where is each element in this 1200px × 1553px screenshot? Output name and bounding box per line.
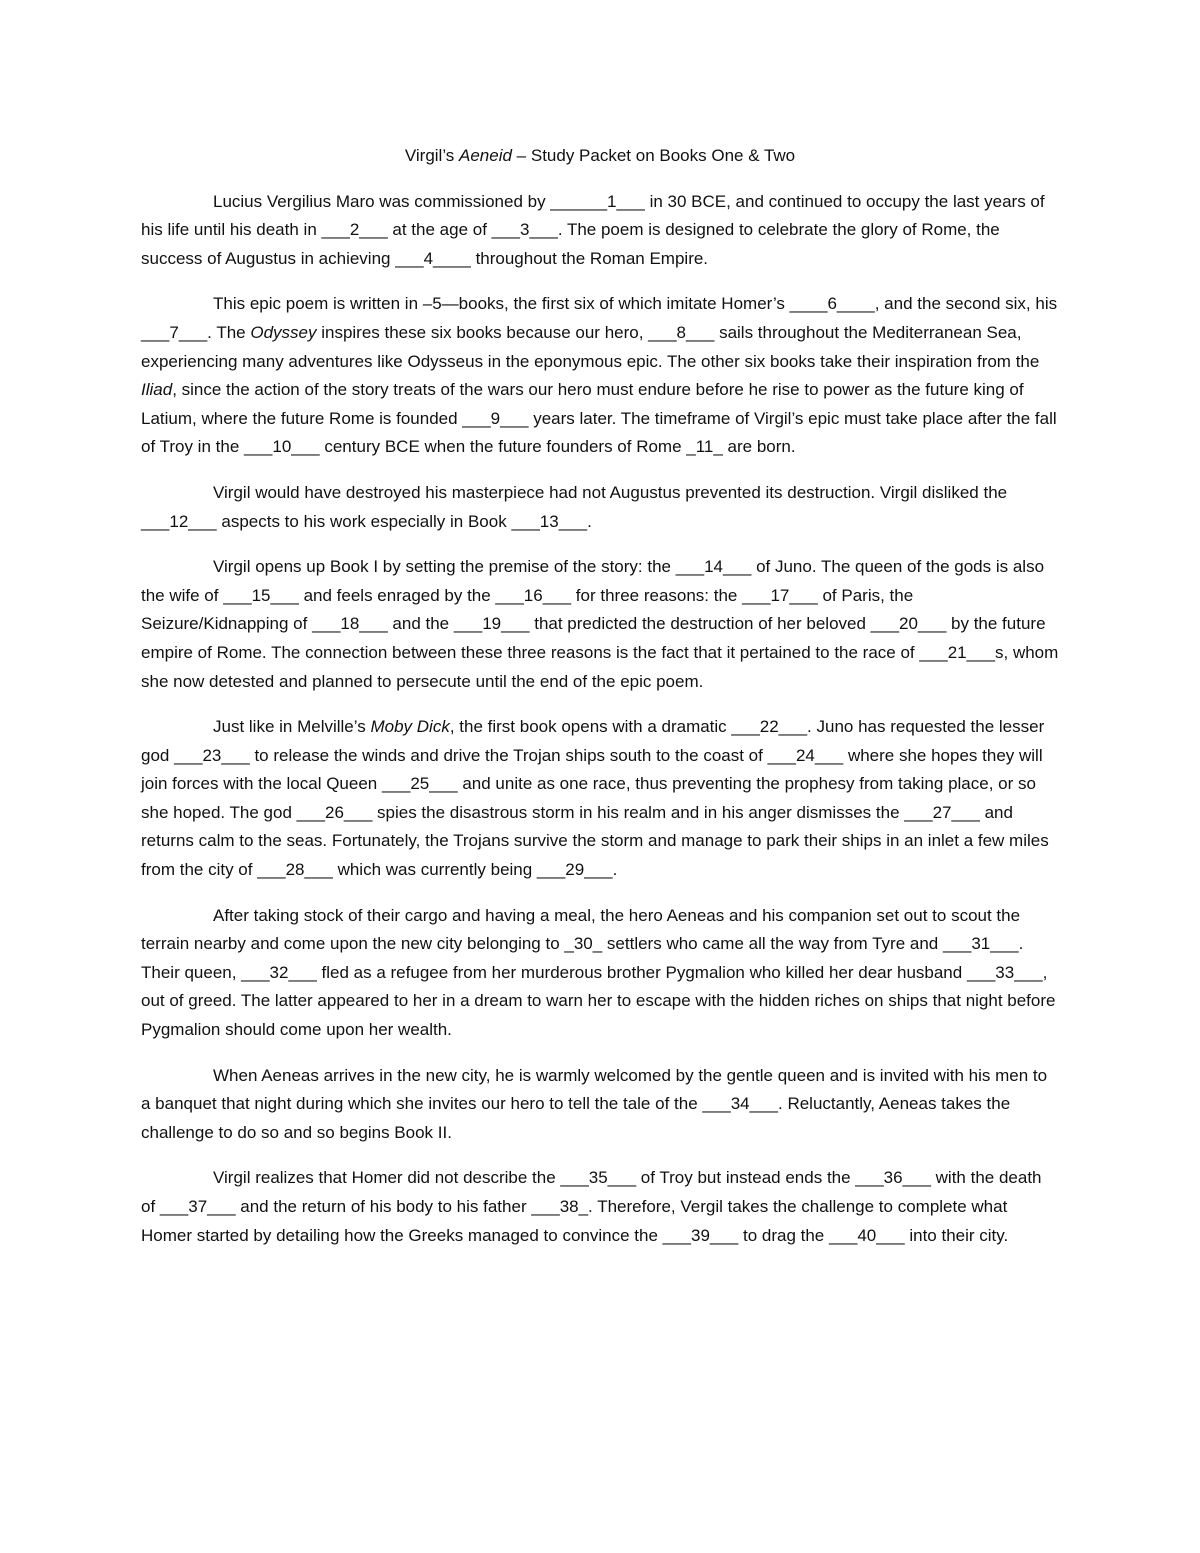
title-italic-aeneid: Aeneid — [459, 146, 512, 165]
title-suffix: – Study Packet on Books One & Two — [511, 146, 796, 165]
paragraph-5 — [141, 713, 1059, 885]
paragraph-text: This epic poem is written in –5—books, the first six of which imitate Homer’s ____6____, and the second six, his ___7___. The — [141, 294, 1058, 342]
paragraph-2 — [141, 290, 1059, 462]
italic-title-text: Odyssey — [250, 322, 317, 342]
paragraph-6 — [141, 902, 1059, 1045]
italic-title-text: Moby Dick — [370, 717, 450, 737]
paragraph-text: When Aeneas arrives in the new city, he is warmly welcomed by the gentle queen and is invited with his men to a banquet that night during which she invites our hero to tell the tale of the ___34___. Reluctantly, Aeneas takes the challenge to do so and so begins Book II. — [141, 1065, 1048, 1142]
paragraph-text: , the first book opens with a dramatic ___22___. Juno has requested the lesser god ___23___ to release the winds and drive the Trojan ships south to the coast of ___24___ where she hopes they will join forces with the local Queen ___25___ and unite as one race, thus preventing the prophesy from taking place, or so she hoped. The god ___26___ spies the disastrous storm in his realm and in his anger dismisses the ___27___ and returns calm to the seas. Fortunately, the Trojans survive the storm and manage to park their ships in an inlet a few miles from the city of ___28___ which was currently being ___29___. — [141, 717, 1049, 880]
paragraph-7 — [141, 1062, 1059, 1148]
paragraph-text: Virgil would have destroyed his masterpiece had not Augustus prevented its destruction. Virgil disliked the ___12___ aspects to his work especially in Book ___13___. — [141, 482, 1008, 531]
paragraph-text: Lucius Vergilius Maro was commissioned by ______1___ in 30 BCE, and continued to occupy the last years of his life until his death in ___2___ at the age of ___3___. The poem is designed to celebrate the glory of Rome, the success of Augustus in achieving ___4____ throughout the Roman Empire. — [141, 191, 1045, 268]
document-body — [141, 142, 1059, 1250]
paragraph-text: Just like in Melville’s — [213, 717, 371, 737]
title-prefix: Virgil’s — [404, 146, 460, 165]
paragraph-text: , since the action of the story treats of the wars our hero must endure before he rise to power as the future king of Latium, where the future Rome is founded ___9___ years later. The timeframe of Virgil’s epic must take place after the fall of Troy in the ___10___ century BCE when the future founders of Rome _11_ are born. — [141, 380, 1057, 457]
paragraph-8 — [141, 1164, 1059, 1250]
paragraph-text: Virgil opens up Book I by setting the premise of the story: the ___14___ of Juno. The queen of the gods is also the wife of ___15___ and feels enraged by the ___16___ for three reasons: the ___17___ of Paris, the Seizure/Kidnapping of ___18___ and the ___19___ that predicted the destruction of her beloved ___20___ by the future empire of Rome. The connection between these three reasons is the fact that it pertained to the race of ___21___s, whom she now detested and planned to persecute until the end of the epic poem. — [141, 557, 1059, 691]
paragraph-text: After taking stock of their cargo and having a meal, the hero Aeneas and his companion set out to scout the terrain nearby and come upon the new city belonging to _30_ settlers who came all the way from Tyre and ___31___. Their queen, ___32___ fled as a refugee from her murderous brother Pygmalion who killed her dear husband ___33___, out of greed. The latter appeared to her in a dream to warn her to escape with the hidden riches on ships that night before Pygmalion should come upon her wealth. — [141, 905, 1056, 1040]
paragraph-3 — [141, 479, 1059, 536]
italic-title-text: Iliad — [141, 380, 173, 400]
paragraph-list — [141, 188, 1059, 1251]
page-title — [141, 142, 1059, 171]
paragraph-text: inspires these six books because our hero, ___8___ sails throughout the Mediterranean Sea, experiencing many adventures like Odysseus in the eponymous epic. The other six books take their inspiration from the — [141, 322, 1040, 371]
paragraph-1 — [141, 188, 1059, 274]
paragraph-4 — [141, 553, 1059, 696]
paragraph-text: Virgil realizes that Homer did not describe the ___35___ of Troy but instead ends the ___36___ with the death of ___37___ and the return of his body to his father ___38_. Therefore, Vergil takes the challenge to complete what Homer started by detailing how the Greeks managed to convince the ___39___ to drag the ___40___ into their city. — [141, 1168, 1042, 1245]
